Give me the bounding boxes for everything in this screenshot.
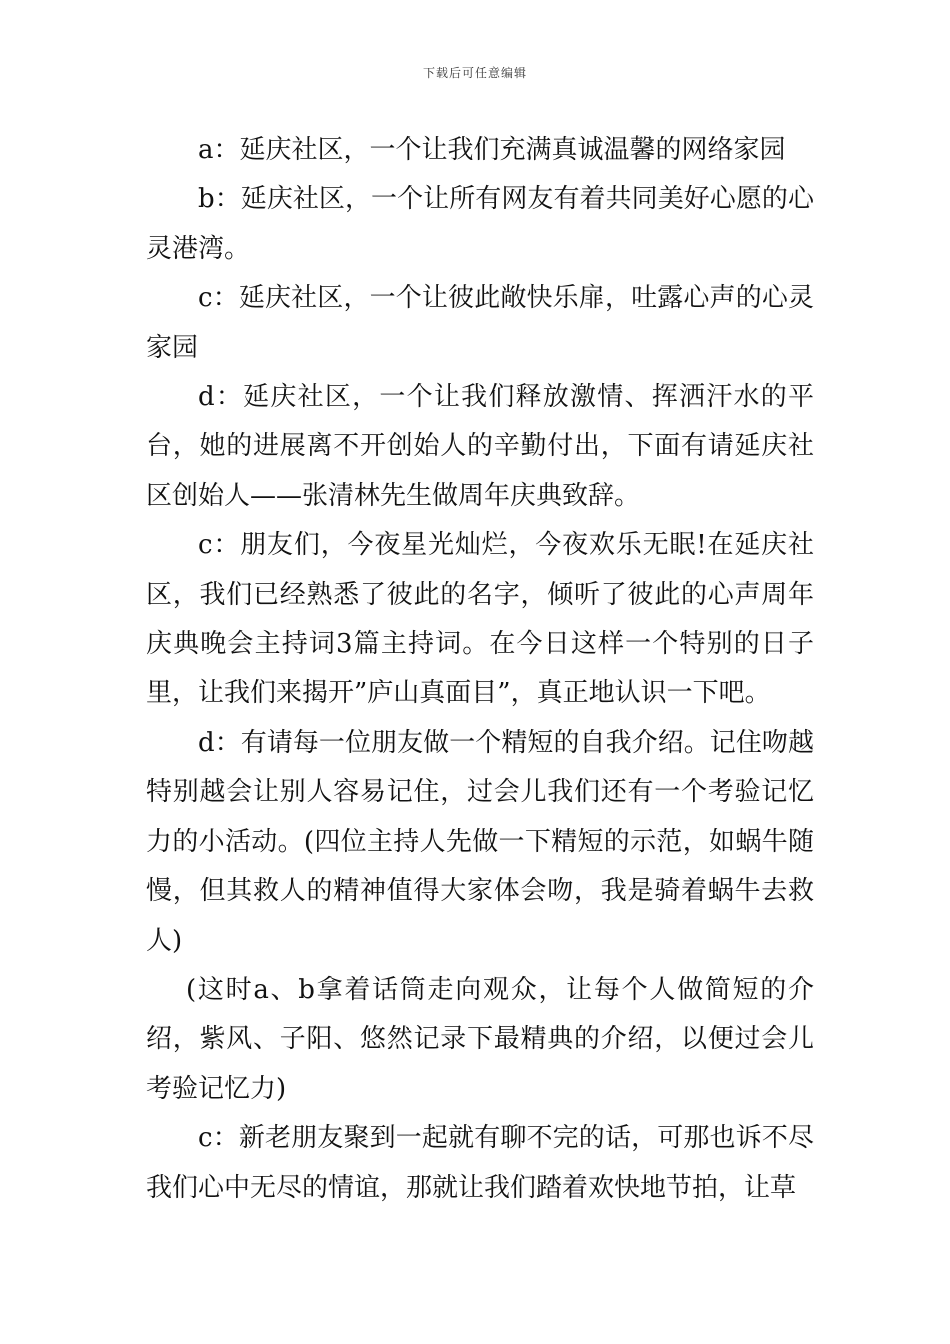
paragraph-c-friends: c：朋友们，今夜星光灿烂，今夜欢乐无眠!在延庆社区，我们已经熟悉了彼此的名字，倾听了彼此的心声周年庆典晚会主持词3篇主持词。在今日这样一个特别的日子里，让我们来揭开”庐山真面目”，真正地认识一下吧。 bbox=[146, 530, 814, 709]
paragraph-b-intro: b：延庆社区，一个让所有网友有着共同美好心愿的心灵港湾。 bbox=[146, 184, 814, 264]
paragraph-c-gathering: c：新老朋友聚到一起就有聊不完的话，可那也诉不尽我们心中无尽的情谊，那就让我们踏着欢快地节拍，让草 bbox=[146, 1123, 814, 1203]
paragraph-a-intro: a：延庆社区，一个让我们充满真诚温馨的网络家园 bbox=[198, 135, 786, 165]
page-header-note: 下载后可任意编辑 bbox=[422, 66, 527, 80]
document-body bbox=[146, 126, 814, 1213]
paragraph-d-self-intro: d：有请每一位朋友做一个精短的自我介绍。记住吻越特别越会让别人容易记住，过会儿我们还有一个考验记忆力的小活动。(四位主持人先做一下精短的示范，如蜗牛随慢，但其救人的精神值得大家体会吻，我是骑着蜗牛去救人) bbox=[146, 727, 814, 956]
paragraph-c-intro: c：延庆社区，一个让彼此敞快乐扉，吐露心声的心灵家园 bbox=[146, 283, 814, 363]
paragraph-d-intro: d：延庆社区，一个让我们释放激情、挥洒汗水的平台，她的进展离不开创始人的辛勤付出，下面有请延庆社区创始人——张清林先生做周年庆典致辞。 bbox=[146, 382, 814, 511]
paragraph-stage-direction: (这时a、b拿着话筒走向观众，让每个人做简短的介绍，紫风、子阳、悠然记录下最精典的介绍，以便过会儿考验记忆力) bbox=[146, 974, 814, 1104]
